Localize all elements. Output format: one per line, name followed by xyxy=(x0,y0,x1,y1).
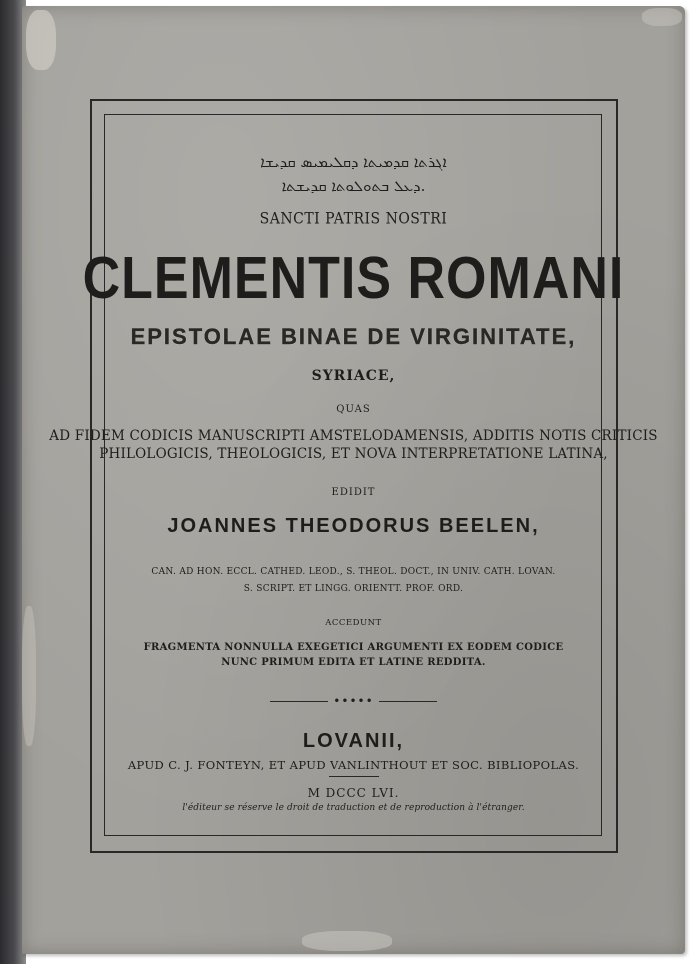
sancti-line: SANCTI PATRIS NOSTRI xyxy=(259,210,448,228)
publisher-line: APUD C. J. FONTEYN, ET APUD VANLINTHOUT ET SOC. BIBLIOPOLAS. xyxy=(127,758,580,772)
edidit-line: EDIDIT xyxy=(331,487,376,498)
description-line-2: PHILOLOGICIS, THEOLOGICIS, ET NOVA INTERPRETATIONE LATINA, xyxy=(99,446,608,462)
book-subtitle: EPISTOLAE BINAE DE VIRGINITATE, xyxy=(130,324,577,349)
fragmenta xyxy=(22,640,685,670)
publication-year: M DCCC LVI. xyxy=(307,786,400,800)
accedunt-line: ACCEDUNT xyxy=(325,618,382,628)
ornament-rule-right xyxy=(379,701,437,702)
syriac-line-2: ܕܥܠ ܒܬܘܠܘܬܐ ܩܕܝܫܬܐ. xyxy=(281,177,426,195)
language-line: SYRIACE, xyxy=(311,368,396,384)
fragmenta-line-1: FRAGMENTA NONNULLA EXEGETICI ARGUMENTI EX EODEM CODICE xyxy=(143,642,564,653)
paper-wear xyxy=(302,931,392,951)
author-name: JOANNES THEODORUS BEELEN, xyxy=(167,515,540,537)
fragmenta-line-2: NUNC PRIMUM EDITA ET LATINE REDDITA. xyxy=(221,657,486,668)
short-divider xyxy=(329,776,379,777)
syriac-heading xyxy=(22,150,685,198)
publication-city: LOVANII, xyxy=(302,730,405,752)
ornament-dots: ••••• xyxy=(333,694,374,708)
book-cover xyxy=(22,6,685,954)
syriac-line-1: ܐܓܪܬܐ ܩܕܡܝܬܐ ܕܩܠܝܡܝܣ ܩܕܝܫܐ xyxy=(260,153,447,171)
ornament-divider xyxy=(22,694,685,708)
credentials-line-1: CAN. AD HON. ECCL. CATHED. LEOD., S. THEOL. DOCT., IN UNIV. CATH. LOVAN. xyxy=(151,567,556,577)
description-line-1: AD FIDEM CODICIS MANUSCRIPTI AMSTELODAMENSIS, ADDITIS NOTIS CRITICIS xyxy=(49,428,658,444)
author-credentials xyxy=(22,564,685,598)
description xyxy=(22,427,685,463)
credentials-line-2: S. SCRIPT. ET LINGG. ORIENTT. PROF. ORD. xyxy=(243,584,464,594)
paper-wear xyxy=(642,8,682,26)
quas-line: QUAS xyxy=(336,404,371,415)
rights-notice: l'éditeur se réserve le droit de traduction et de reproduction à l'étranger. xyxy=(182,803,525,813)
ornament-rule-left xyxy=(270,701,328,702)
book-title: CLEMENTIS ROMANI xyxy=(82,245,625,312)
paper-wear xyxy=(26,10,56,70)
